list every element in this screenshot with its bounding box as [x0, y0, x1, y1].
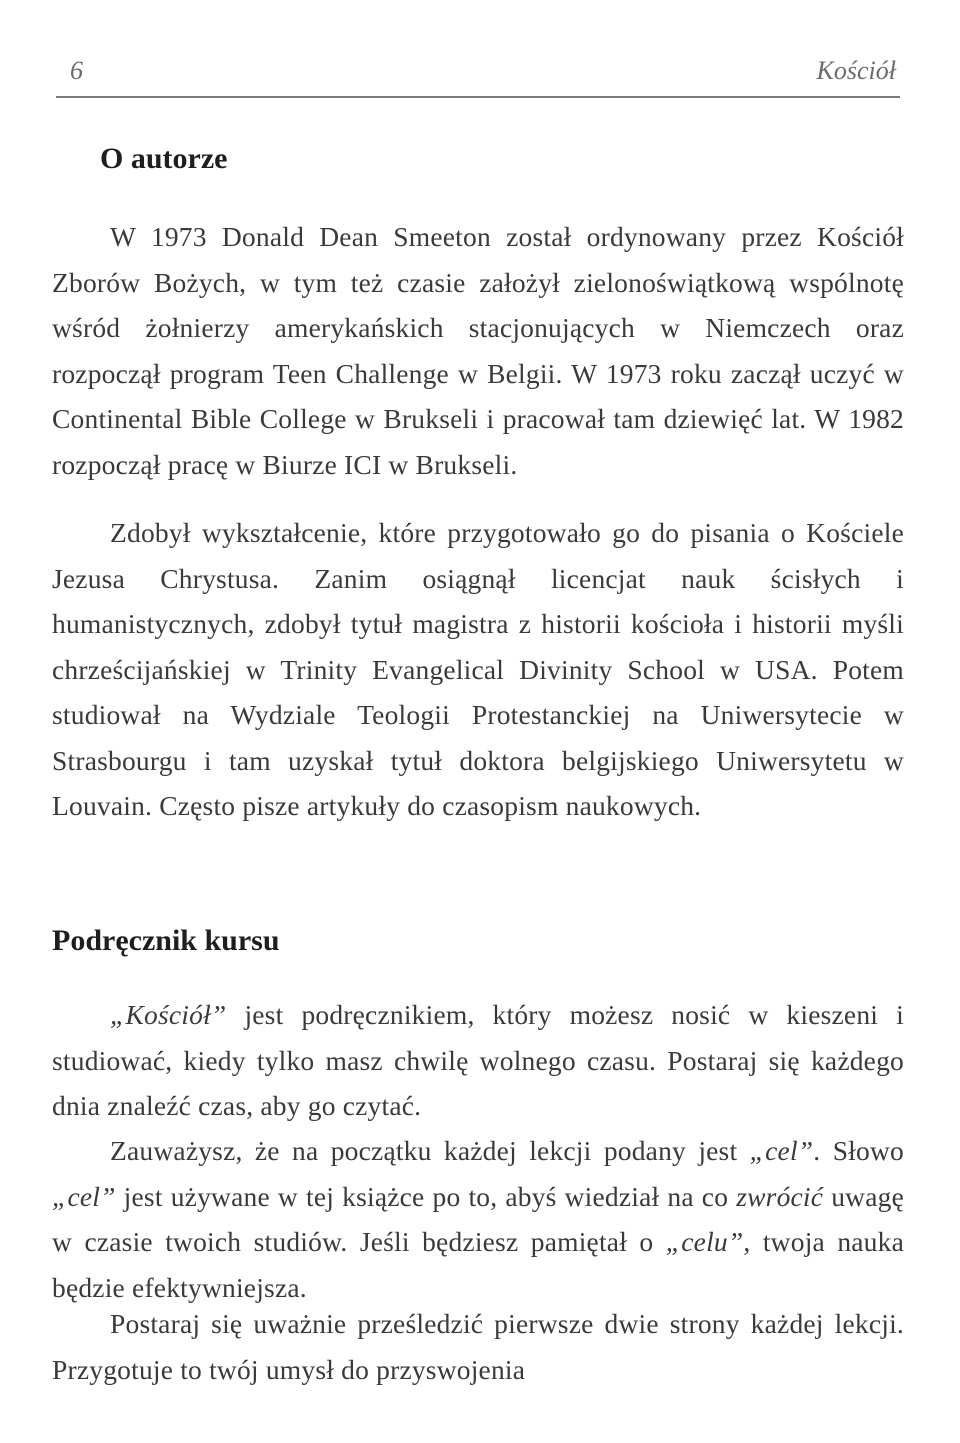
manual-paragraph-1-text: jest podręcznikiem, który możesz nosić w kieszeni i studiować, kiedy tylko masz chwilę wolnego czasu. Postaraj się każdego dnia znaleźć czas, aby go czytać. [52, 999, 904, 1121]
about-paragraph-1: W 1973 Donald Dean Smeeton został ordynowany przez Kościół Zborów Bożych, w tym też czasie założył zielonoświątkową wspólnotę wśród żołnierzy amerykańskich stacjonujących w Niemczech oraz rozpoczął program Teen Challenge w Belgii. W 1973 roku zaczął uczyć w Continental Bible College w Brukseli i pracował tam dziewięć lat. W 1982 rozpoczął pracę w Biurze ICI w Brukseli. [52, 221, 904, 480]
manual-paragraph-2-text-e: , twoja nauka będzie efektywniejsza. [52, 1226, 904, 1303]
cel-emphasis-2: „cel” [52, 1180, 116, 1212]
manual-paragraph-2-text-b: . Słowo [813, 1135, 904, 1166]
manual-paragraph-3: Postaraj się uważnie prześledzić pierwsze dwie strony każdej lekcji. Przygotuje to twój umysł do przyswojenia [52, 1308, 904, 1385]
section-heading-course-manual: Podręcznik kursu [52, 924, 280, 957]
running-header [56, 52, 900, 98]
celu-emphasis: „celu” [665, 1226, 744, 1257]
page-number: 6 [70, 56, 83, 85]
about-paragraph-2: Zdobył wykształcenie, które przygotowało go do pisania o Kościele Jezusa Chrystusa. Zanim osiągnął licencjat nauk ścisłych i humanistycznych, zdobył tytuł magistra z historii kościoła i historii myśli chrześcijańskiej w Trinity Evangelical Divinity School w USA. Potem studiował na Wydziale Teologii Protestanckiej na Uniwersytecie w Strasbourgu i tam uzyskał tytuł doktora belgijskiego Uniwersytetu w Louvain. Często pisze artykuły do czasopism naukowych. [52, 517, 904, 821]
book-title-emphasis: „Kościół” [110, 999, 227, 1030]
section-heading-about-author: O autorze [100, 142, 228, 175]
manual-paragraph-2-text-c: jest używane w tej książce po to, abyś wiedział na co [115, 1180, 737, 1212]
manual-paragraph-1 [52, 992, 904, 1129]
manual-paragraph-2-text-a: Zauważysz, że na początku każdej lekcji podany jest [110, 1135, 750, 1166]
manual-paragraph-2 [52, 1128, 904, 1310]
running-title: Kościół [816, 56, 896, 85]
cel-emphasis-1: „cel” [749, 1135, 814, 1166]
manual-paragraph-2-text-d: uwagę w czasie twoich studiów. Jeśli będziesz pamiętał o [52, 1180, 904, 1257]
zwrocic-emphasis: zwrócić [736, 1180, 824, 1212]
